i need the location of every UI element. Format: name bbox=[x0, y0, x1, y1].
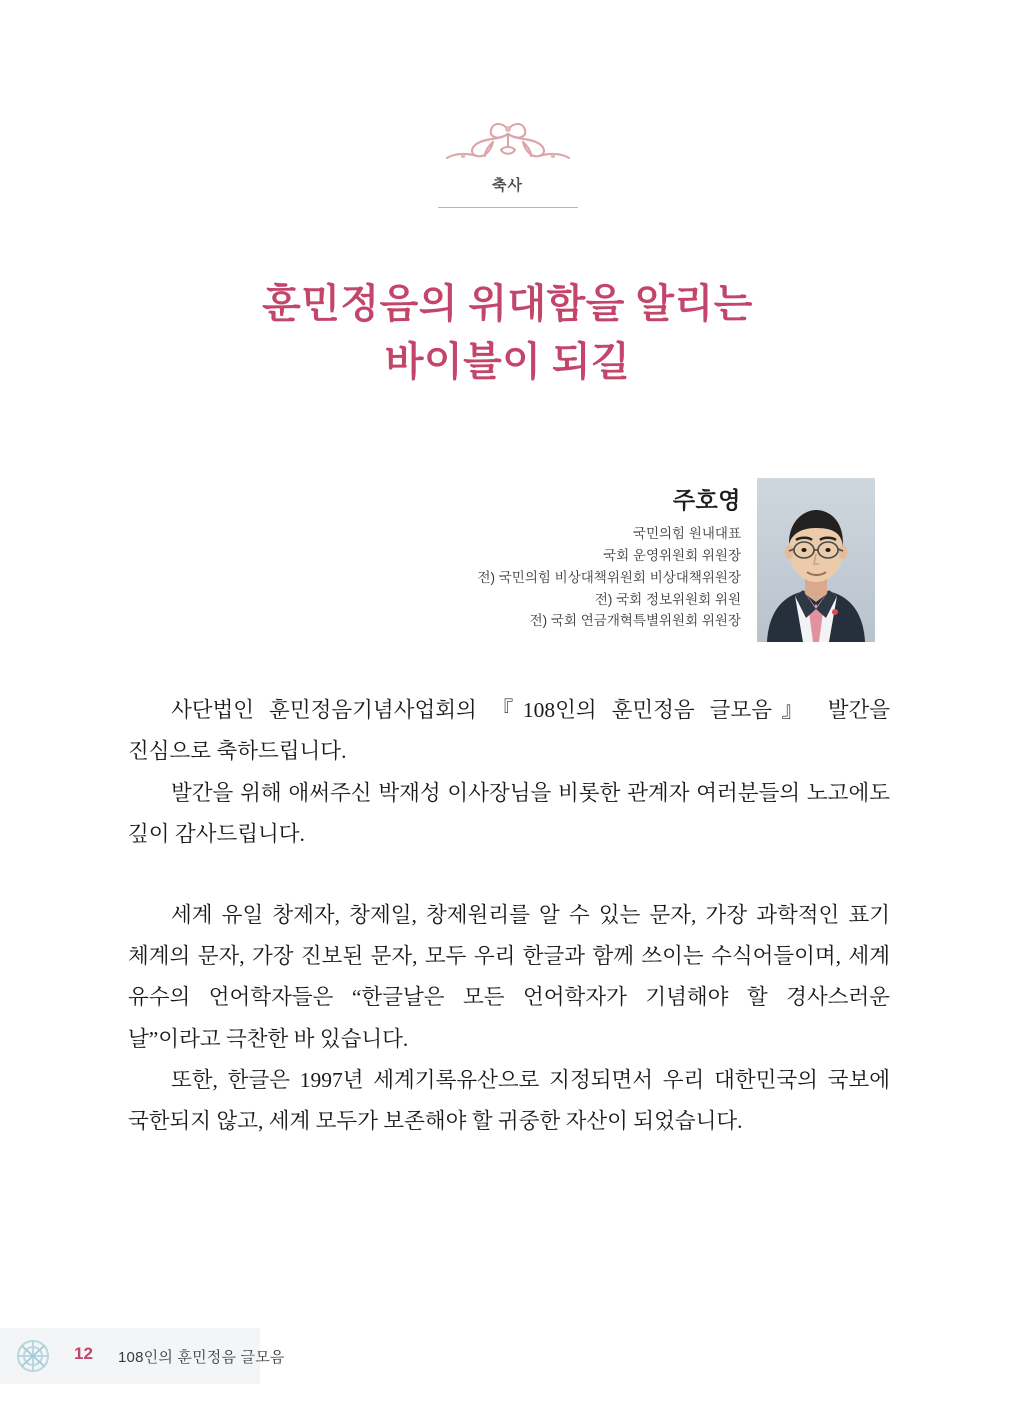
author-name: 주호영 bbox=[672, 487, 741, 513]
paragraph-1: 사단법인 훈민정음기념사업회의 『108인의 훈민정음 글모음』 발간을 진심으로 축하드립니다. bbox=[128, 698, 890, 764]
author-title-3: 전) 국민의힘 비상대책위원회 비상대책위원장 bbox=[477, 569, 741, 585]
title-line-2: 바이블이 되길 bbox=[384, 338, 631, 384]
page-number: 12 bbox=[74, 1344, 93, 1363]
paragraph-3: 세계 유일 창제자, 창제일, 창제원리를 알 수 있는 문자, 가장 과학적인 표기 체계의 문자, 가장 진보된 문자, 모두 우리 한글과 함께 쓰이는 수식어들이며, 세계 유수의 언어학자들은 “한글날은 모든 언어학자가 기념해야 할 경사스러운 날”이라고 극찬한 바 있습니다. bbox=[128, 902, 890, 1051]
floral-ornament-icon bbox=[433, 120, 583, 168]
author-title-2: 국회 운영위원회 위원장 bbox=[603, 547, 741, 563]
page-footer bbox=[0, 1328, 1015, 1384]
author-title-5: 전) 국회 연금개혁특별위원회 위원장 bbox=[529, 613, 741, 629]
footer-book-title: 108인의 훈민정음 글모음 bbox=[118, 1349, 285, 1366]
paragraph-4: 또한, 한글은 1997년 세계기록유산으로 지정되면서 우리 대한민국의 국보에 국한되지 않고, 세계 모두가 보존해야 할 귀중한 자산이 되었습니다. bbox=[128, 1067, 890, 1134]
title-line-1: 훈민정음의 위대함을 알리는 bbox=[262, 280, 753, 326]
author-inner bbox=[477, 478, 875, 642]
author-title-4: 전) 국회 정보위원회 위원 bbox=[594, 591, 741, 607]
section-label: 축사 bbox=[492, 177, 523, 194]
header-ornament-block bbox=[0, 120, 1015, 208]
label-divider bbox=[438, 207, 578, 208]
traditional-pattern-icon bbox=[10, 1334, 56, 1378]
page-title bbox=[0, 275, 1015, 391]
body-text bbox=[128, 690, 890, 1142]
author-text bbox=[477, 478, 741, 632]
portrait-image bbox=[757, 478, 875, 642]
author-photo bbox=[757, 478, 875, 642]
author-block bbox=[0, 478, 1015, 658]
paragraph-2: 발간을 위해 애써주신 박재성 이사장님을 비롯한 관계자 여러분들의 노고에도 깊이 감사드립니다. bbox=[128, 780, 890, 846]
author-title-1: 국민의힘 원내대표 bbox=[632, 526, 741, 541]
